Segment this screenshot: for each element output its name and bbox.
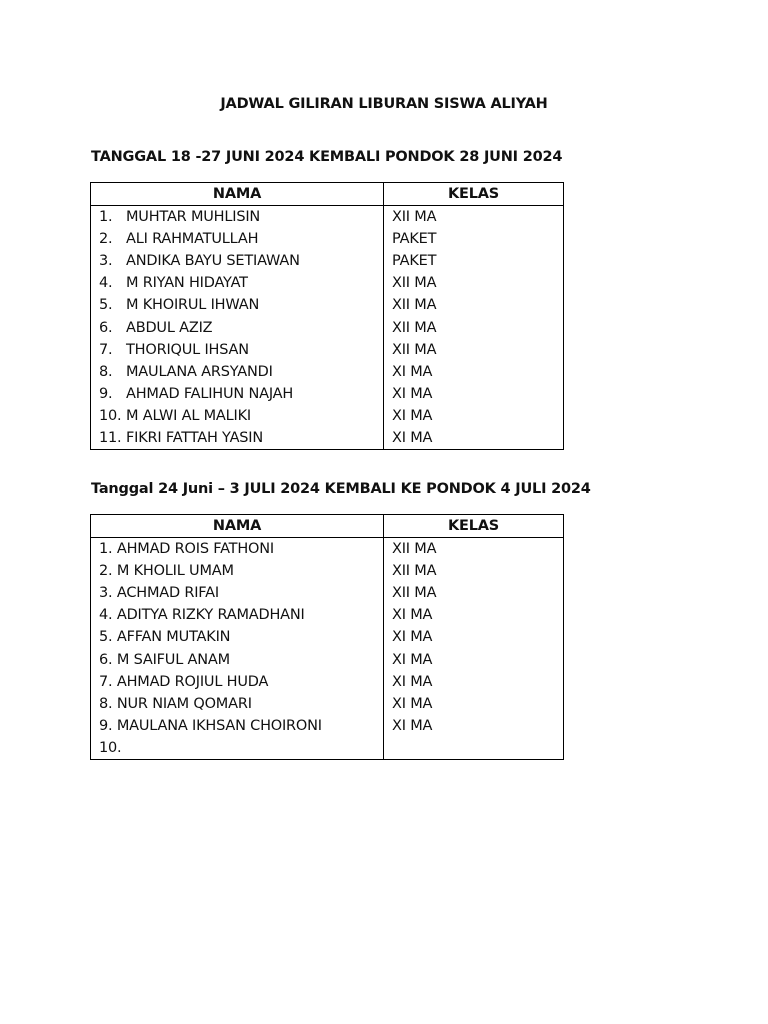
row-number: 1. (99, 541, 113, 558)
row-number: 6. (99, 651, 113, 668)
cell-kelas: XII MA (384, 582, 564, 604)
cell-nama (91, 626, 384, 648)
table-row (91, 648, 564, 670)
student-name: M KHOLIL UMAM (116, 563, 234, 580)
cell-nama (91, 228, 384, 250)
cell-nama (91, 361, 384, 383)
student-name: M ALWI AL MALIKI (126, 407, 251, 424)
cell-nama (91, 383, 384, 405)
student-name: THORIQUL IHSAN (126, 341, 249, 358)
cell-nama (91, 405, 384, 427)
cell-kelas (384, 737, 564, 760)
table-row (91, 339, 564, 361)
schedule-table-1 (90, 182, 564, 450)
student-name: MAULANA ARSYANDI (126, 363, 273, 380)
section2-heading: Tanggal 24 Juni – 3 JULI 2024 KEMBALI KE PONDOK 4 JULI 2024 (91, 481, 591, 497)
cell-nama (91, 604, 384, 626)
section1-heading: TANGGAL 18 -27 JUNI 2024 KEMBALI PONDOK 28 JUNI 2024 (91, 149, 563, 165)
cell-kelas: XII MA (384, 316, 564, 338)
row-number: 5. (99, 297, 113, 314)
cell-nama (91, 560, 384, 582)
table-row (91, 294, 564, 316)
cell-nama (91, 339, 384, 361)
row-number: 2. (99, 563, 113, 580)
row-number: 6. (99, 319, 113, 336)
row-number: 3. (99, 253, 113, 270)
student-name: ACHMAD RIFAI (116, 585, 219, 602)
column-header-nama: NAMA (91, 183, 384, 206)
cell-kelas: XI MA (384, 715, 564, 737)
row-number: 8. (99, 363, 113, 380)
cell-nama (91, 715, 384, 737)
cell-kelas: XII MA (384, 538, 564, 561)
row-number: 5. (99, 629, 113, 646)
table-row (91, 383, 564, 405)
cell-nama (91, 427, 384, 450)
row-number: 3. (99, 585, 113, 602)
cell-kelas: XI MA (384, 383, 564, 405)
cell-nama (91, 206, 384, 229)
table-row (91, 604, 564, 626)
row-number: 9. (99, 385, 113, 402)
cell-kelas: XI MA (384, 604, 564, 626)
column-header-kelas: KELAS (384, 515, 564, 538)
table-row (91, 582, 564, 604)
cell-nama (91, 671, 384, 693)
cell-kelas: XII MA (384, 560, 564, 582)
cell-nama (91, 582, 384, 604)
table-row (91, 626, 564, 648)
cell-kelas: PAKET (384, 250, 564, 272)
table-header-row (91, 183, 564, 206)
row-number: 11. (99, 429, 122, 446)
table-row (91, 361, 564, 383)
table-body (91, 206, 564, 450)
table-body (91, 538, 564, 760)
row-number: 4. (99, 607, 113, 624)
student-name: NUR NIAM QOMARI (116, 695, 252, 712)
cell-kelas: XII MA (384, 206, 564, 229)
row-number: 4. (99, 275, 113, 292)
cell-kelas: XI MA (384, 648, 564, 670)
table-row (91, 206, 564, 229)
cell-kelas: XI MA (384, 693, 564, 715)
cell-kelas: XII MA (384, 272, 564, 294)
cell-kelas: XI MA (384, 405, 564, 427)
row-number: 9. (99, 717, 113, 734)
row-number: 10. (99, 739, 122, 756)
student-name: M RIYAN HIDAYAT (126, 275, 248, 292)
cell-kelas: XII MA (384, 339, 564, 361)
student-name: M SAIFUL ANAM (116, 651, 230, 668)
table-row (91, 737, 564, 760)
student-name: AHMAD ROJIUL HUDA (116, 673, 269, 690)
row-number: 2. (99, 231, 113, 248)
row-number: 10. (99, 407, 122, 424)
table-row (91, 560, 564, 582)
student-name: ANDIKA BAYU SETIAWAN (126, 253, 300, 270)
table-row (91, 316, 564, 338)
cell-kelas: XI MA (384, 626, 564, 648)
page-title: JADWAL GILIRAN LIBURAN SISWA ALIYAH (220, 96, 548, 112)
student-name: AHMAD FALIHUN NAJAH (126, 385, 294, 402)
cell-nama (91, 737, 384, 760)
row-number: 1. (99, 209, 113, 226)
cell-nama (91, 250, 384, 272)
column-header-nama: NAMA (91, 515, 384, 538)
cell-kelas: XI MA (384, 671, 564, 693)
row-number: 7. (99, 673, 113, 690)
table-row (91, 405, 564, 427)
cell-nama (91, 648, 384, 670)
table-row (91, 538, 564, 561)
cell-nama (91, 693, 384, 715)
cell-nama (91, 272, 384, 294)
student-name: AFFAN MUTAKIN (116, 629, 231, 646)
table-header-row (91, 515, 564, 538)
table-row (91, 693, 564, 715)
cell-nama (91, 538, 384, 561)
table-row (91, 228, 564, 250)
table-row (91, 715, 564, 737)
table-row (91, 671, 564, 693)
cell-nama (91, 316, 384, 338)
student-name: AHMAD ROIS FATHONI (116, 541, 274, 558)
column-header-kelas: KELAS (384, 183, 564, 206)
table-row (91, 272, 564, 294)
row-number: 8. (99, 695, 113, 712)
schedule-table-2 (90, 514, 564, 760)
cell-kelas: XII MA (384, 294, 564, 316)
cell-kelas: XI MA (384, 427, 564, 450)
cell-nama (91, 294, 384, 316)
row-number: 7. (99, 341, 113, 358)
student-name: MAULANA IKHSAN CHOIRONI (116, 717, 322, 734)
student-name: ADITYA RIZKY RAMADHANI (116, 607, 305, 624)
student-name: MUHTAR MUHLISIN (126, 209, 261, 226)
student-name: ABDUL AZIZ (126, 319, 213, 336)
cell-kelas: XI MA (384, 361, 564, 383)
table-row (91, 427, 564, 450)
cell-kelas: PAKET (384, 228, 564, 250)
student-name: M KHOIRUL IHWAN (126, 297, 260, 314)
table-row (91, 250, 564, 272)
student-name: ALI RAHMATULLAH (126, 231, 259, 248)
student-name: FIKRI FATTAH YASIN (126, 429, 264, 446)
